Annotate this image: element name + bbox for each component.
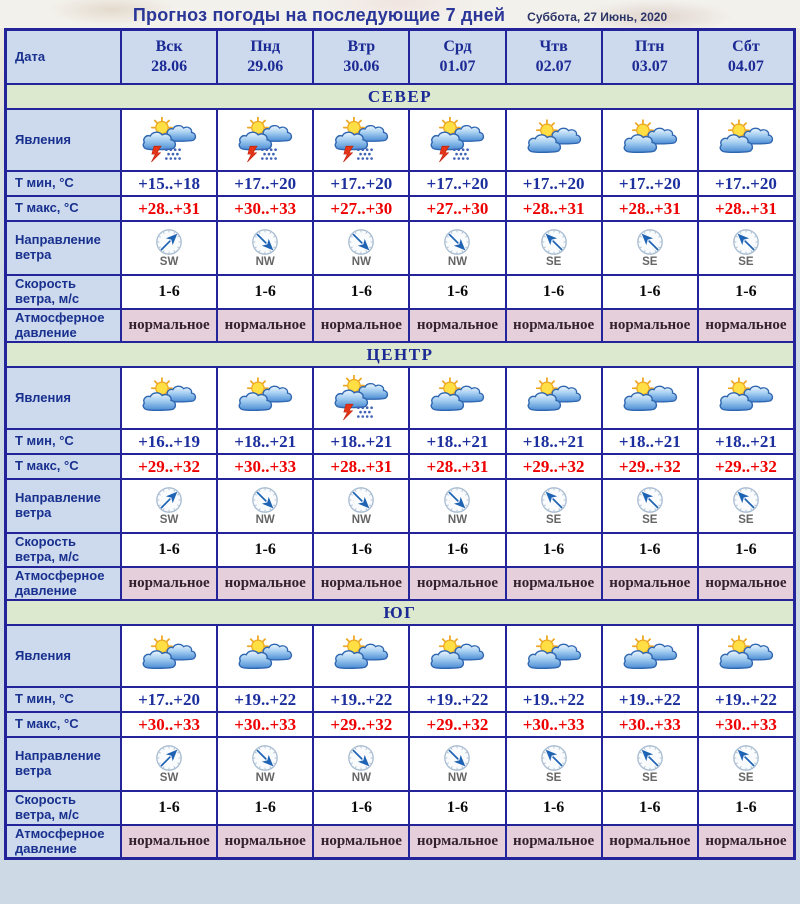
wind-direction-cell <box>697 738 793 790</box>
thunderstorm-icon <box>235 117 295 163</box>
wind-speed-value: 1-6 <box>120 534 216 566</box>
weather-cell <box>120 110 216 170</box>
day-header <box>408 31 504 83</box>
day-date: 30.06 <box>343 58 380 75</box>
wind-speed-value: 1-6 <box>601 792 697 824</box>
partly-cloudy-icon <box>524 117 584 163</box>
weather-cell <box>216 110 312 170</box>
temp-min-value: +18..+21 <box>601 430 697 453</box>
pressure-value: нормальное <box>120 310 216 341</box>
partly-cloudy-icon <box>235 375 295 421</box>
wind-speed-value: 1-6 <box>408 792 504 824</box>
wind-direction-value: SW <box>159 772 179 785</box>
temp-min-value: +17..+20 <box>408 172 504 195</box>
pressure-value: нормальное <box>120 568 216 599</box>
thunderstorm-icon <box>331 117 391 163</box>
section-title: СЕВЕР <box>367 86 433 106</box>
wind-direction-value: NW <box>351 772 371 785</box>
day-date: 02.07 <box>535 58 572 75</box>
partly-cloudy-icon <box>139 633 199 679</box>
partly-cloudy-icon <box>716 375 776 421</box>
south-wind-speed-row <box>7 790 793 824</box>
wind-compass-icon <box>154 486 184 514</box>
temp-min-value: +19..+22 <box>505 688 601 711</box>
date-header-row <box>7 31 793 83</box>
row-label-pressure: Атмосферное давление <box>7 826 120 857</box>
wind-speed-value: 1-6 <box>505 276 601 308</box>
wind-direction-cell <box>408 738 504 790</box>
temp-max-value: +27..+30 <box>408 197 504 220</box>
row-label-wind-direction: Направление ветра <box>7 480 120 532</box>
wind-direction-cell <box>120 222 216 274</box>
wind-compass-icon <box>635 486 665 514</box>
wind-direction-cell <box>601 738 697 790</box>
partly-cloudy-icon <box>716 633 776 679</box>
temp-max-value: +30..+33 <box>216 197 312 220</box>
title-bar <box>0 0 800 28</box>
wind-compass-icon <box>539 228 569 256</box>
temp-max-value: +28..+31 <box>312 455 408 478</box>
forecast-table <box>4 28 796 860</box>
temp-min-value: +19..+22 <box>312 688 408 711</box>
section-header-center <box>7 341 793 366</box>
row-label-pressure: Атмосферное давление <box>7 568 120 599</box>
day-header <box>216 31 312 83</box>
day-date: 29.06 <box>247 58 284 75</box>
report-date: Суббота, 27 Июнь, 2020 <box>527 10 668 24</box>
wind-direction-cell <box>120 738 216 790</box>
pressure-value: нормальное <box>312 826 408 857</box>
center-pressure-row <box>7 566 793 599</box>
north-tmin-row <box>7 170 793 195</box>
temp-min-value: +15..+18 <box>120 172 216 195</box>
wind-direction-value: NW <box>255 514 275 527</box>
section-header-south <box>7 599 793 624</box>
weather-cell <box>505 626 601 686</box>
thunderstorm-icon <box>427 117 487 163</box>
pressure-value: нормальное <box>312 568 408 599</box>
day-header <box>697 31 793 83</box>
temp-min-value: +18..+21 <box>216 430 312 453</box>
wind-speed-value: 1-6 <box>408 276 504 308</box>
wind-direction-cell <box>312 738 408 790</box>
row-label-tmin: Т мин, °С <box>7 172 120 195</box>
partly-cloudy-icon <box>620 375 680 421</box>
wind-speed-value: 1-6 <box>216 792 312 824</box>
wind-speed-value: 1-6 <box>312 792 408 824</box>
temp-max-value: +28..+31 <box>120 197 216 220</box>
pressure-value: нормальное <box>697 310 793 341</box>
wind-direction-value: NW <box>447 514 468 527</box>
wind-direction-value: SE <box>738 514 754 527</box>
weather-cell <box>312 110 408 170</box>
pressure-value: нормальное <box>408 310 504 341</box>
wind-speed-value: 1-6 <box>120 276 216 308</box>
center-wind-direction-row <box>7 478 793 532</box>
weather-cell <box>312 368 408 428</box>
partly-cloudy-icon <box>235 633 295 679</box>
wind-direction-value: SW <box>159 514 179 527</box>
wind-direction-value: SE <box>642 256 658 269</box>
weather-cell <box>697 368 793 428</box>
wind-direction-value: SE <box>545 772 562 785</box>
row-label-wind-speed: Скорость ветра, м/с <box>7 276 120 308</box>
south-tmin-row <box>7 686 793 711</box>
south-wind-direction-row <box>7 736 793 790</box>
wind-direction-value: NW <box>447 256 468 269</box>
partly-cloudy-icon <box>139 375 199 421</box>
wind-compass-icon <box>635 228 665 256</box>
wind-speed-value: 1-6 <box>697 276 793 308</box>
day-header <box>312 31 408 83</box>
section-title: ЮГ <box>383 602 417 622</box>
wind-direction-cell <box>216 480 312 532</box>
wind-direction-cell <box>505 222 601 274</box>
north-pressure-row <box>7 308 793 341</box>
temp-max-value: +30..+33 <box>697 713 793 736</box>
wind-speed-value: 1-6 <box>216 276 312 308</box>
pressure-value: нормальное <box>408 568 504 599</box>
wind-compass-icon <box>442 744 472 772</box>
pressure-value: нормальное <box>216 826 312 857</box>
temp-max-value: +29..+32 <box>120 455 216 478</box>
partly-cloudy-icon <box>331 633 391 679</box>
weather-cell <box>601 110 697 170</box>
wind-speed-value: 1-6 <box>697 534 793 566</box>
wind-compass-icon <box>731 228 761 256</box>
wind-compass-icon <box>346 744 376 772</box>
weather-cell <box>697 110 793 170</box>
wind-direction-cell <box>601 480 697 532</box>
partly-cloudy-icon <box>524 375 584 421</box>
pressure-value: нормальное <box>697 568 793 599</box>
row-label-phenomena: Явления <box>7 626 120 686</box>
wind-speed-value: 1-6 <box>697 792 793 824</box>
temp-min-value: +18..+21 <box>408 430 504 453</box>
center-tmax-row <box>7 453 793 478</box>
temp-max-value: +29..+32 <box>408 713 504 736</box>
wind-compass-icon <box>346 486 376 514</box>
row-label-tmax: Т макс, °С <box>7 197 120 220</box>
wind-compass-icon <box>154 744 184 772</box>
temp-min-value: +17..+20 <box>505 172 601 195</box>
south-pressure-row <box>7 824 793 857</box>
temp-max-value: +28..+31 <box>697 197 793 220</box>
wind-speed-value: 1-6 <box>312 276 408 308</box>
pressure-value: нормальное <box>120 826 216 857</box>
wind-direction-value: NW <box>447 772 468 785</box>
temp-min-value: +17..+20 <box>697 172 793 195</box>
partly-cloudy-icon <box>427 375 487 421</box>
temp-max-value: +29..+32 <box>312 713 408 736</box>
pressure-value: нормальное <box>601 310 697 341</box>
pressure-value: нормальное <box>601 826 697 857</box>
wind-direction-value: SE <box>738 772 754 785</box>
temp-max-value: +28..+31 <box>601 197 697 220</box>
wind-speed-value: 1-6 <box>601 276 697 308</box>
center-phenomena-row <box>7 366 793 428</box>
temp-min-value: +19..+22 <box>408 688 504 711</box>
wind-direction-value: NW <box>255 772 275 785</box>
temp-max-value: +28..+31 <box>408 455 504 478</box>
page-title: Прогноз погоды на последующие 7 дней <box>132 5 506 25</box>
row-label-phenomena: Явления <box>7 368 120 428</box>
north-tmax-row <box>7 195 793 220</box>
temp-max-value: +30..+33 <box>601 713 697 736</box>
wind-compass-icon <box>250 486 280 514</box>
wind-direction-value: SE <box>738 256 754 269</box>
temp-max-value: +30..+33 <box>120 713 216 736</box>
wind-compass-icon <box>539 486 569 514</box>
temp-min-value: +17..+20 <box>601 172 697 195</box>
temp-min-value: +17..+20 <box>120 688 216 711</box>
pressure-value: нормальное <box>601 568 697 599</box>
wind-speed-value: 1-6 <box>505 534 601 566</box>
wind-compass-icon <box>154 228 184 256</box>
temp-min-value: +19..+22 <box>216 688 312 711</box>
wind-compass-icon <box>250 744 280 772</box>
north-phenomena-row <box>7 108 793 170</box>
wind-direction-cell <box>408 480 504 532</box>
pressure-value: нормальное <box>312 310 408 341</box>
wind-direction-value: SE <box>642 514 658 527</box>
wind-direction-value: SE <box>545 514 562 527</box>
weather-cell <box>216 626 312 686</box>
row-label-wind-direction: Направление ветра <box>7 738 120 790</box>
pressure-value: нормальное <box>505 826 601 857</box>
temp-min-value: +19..+22 <box>601 688 697 711</box>
pressure-value: нормальное <box>505 310 601 341</box>
partly-cloudy-icon <box>427 633 487 679</box>
day-date: 28.06 <box>151 58 188 75</box>
temp-min-value: +18..+21 <box>312 430 408 453</box>
day-name: Срд <box>443 38 472 55</box>
wind-direction-cell <box>505 738 601 790</box>
wind-direction-cell <box>312 222 408 274</box>
temp-max-value: +28..+31 <box>505 197 601 220</box>
wind-direction-value: SW <box>159 256 179 269</box>
day-date: 03.07 <box>631 58 668 75</box>
south-phenomena-row <box>7 624 793 686</box>
row-label-pressure: Атмосферное давление <box>7 310 120 341</box>
date-column-label: Дата <box>7 31 120 83</box>
day-date: 04.07 <box>727 58 764 75</box>
partly-cloudy-icon <box>524 633 584 679</box>
wind-direction-cell <box>697 222 793 274</box>
row-label-tmin: Т мин, °С <box>7 688 120 711</box>
wind-direction-cell <box>697 480 793 532</box>
north-wind-speed-row <box>7 274 793 308</box>
north-wind-direction-row <box>7 220 793 274</box>
temp-min-value: +18..+21 <box>505 430 601 453</box>
wind-direction-cell <box>216 222 312 274</box>
weather-cell <box>312 626 408 686</box>
weather-cell <box>601 368 697 428</box>
temp-max-value: +29..+32 <box>505 455 601 478</box>
weather-cell <box>601 626 697 686</box>
wind-compass-icon <box>731 486 761 514</box>
wind-compass-icon <box>442 486 472 514</box>
temp-min-value: +19..+22 <box>697 688 793 711</box>
thunderstorm-icon <box>139 117 199 163</box>
wind-direction-value: SE <box>642 772 658 785</box>
day-name: Пнд <box>250 38 281 55</box>
wind-speed-value: 1-6 <box>601 534 697 566</box>
wind-compass-icon <box>731 744 761 772</box>
temp-max-value: +30..+33 <box>505 713 601 736</box>
wind-direction-value: NW <box>351 514 371 527</box>
temp-max-value: +27..+30 <box>312 197 408 220</box>
weather-cell <box>697 626 793 686</box>
weather-cell <box>505 110 601 170</box>
row-label-wind-speed: Скорость ветра, м/с <box>7 792 120 824</box>
pressure-value: нормальное <box>216 310 312 341</box>
temp-max-value: +29..+32 <box>601 455 697 478</box>
temp-min-value: +16..+19 <box>120 430 216 453</box>
temp-max-value: +30..+33 <box>216 713 312 736</box>
weather-cell <box>120 626 216 686</box>
wind-direction-cell <box>408 222 504 274</box>
center-wind-speed-row <box>7 532 793 566</box>
weather-cell <box>216 368 312 428</box>
pressure-value: нормальное <box>697 826 793 857</box>
temp-min-value: +18..+21 <box>697 430 793 453</box>
wind-compass-icon <box>635 744 665 772</box>
row-label-tmax: Т макс, °С <box>7 455 120 478</box>
wind-direction-value: NW <box>351 256 371 269</box>
partly-cloudy-icon <box>620 117 680 163</box>
wind-speed-value: 1-6 <box>120 792 216 824</box>
temp-min-value: +17..+20 <box>312 172 408 195</box>
day-header <box>505 31 601 83</box>
section-title: ЦЕНТР <box>366 344 434 364</box>
wind-compass-icon <box>442 228 472 256</box>
weather-cell <box>408 110 504 170</box>
wind-direction-cell <box>216 738 312 790</box>
wind-speed-value: 1-6 <box>505 792 601 824</box>
wind-direction-cell <box>120 480 216 532</box>
pressure-value: нормальное <box>505 568 601 599</box>
row-label-wind-direction: Направление ветра <box>7 222 120 274</box>
row-label-wind-speed: Скорость ветра, м/с <box>7 534 120 566</box>
pressure-value: нормальное <box>216 568 312 599</box>
wind-compass-icon <box>250 228 280 256</box>
row-label-phenomena: Явления <box>7 110 120 170</box>
wind-direction-cell <box>312 480 408 532</box>
day-name: Птн <box>635 38 665 55</box>
weather-cell <box>408 626 504 686</box>
partly-cloudy-icon <box>620 633 680 679</box>
center-tmin-row <box>7 428 793 453</box>
day-name: Вск <box>155 38 183 55</box>
wind-speed-value: 1-6 <box>312 534 408 566</box>
wind-direction-cell <box>505 480 601 532</box>
wind-compass-icon <box>346 228 376 256</box>
wind-speed-value: 1-6 <box>408 534 504 566</box>
row-label-tmax: Т макс, °С <box>7 713 120 736</box>
day-name: Втр <box>347 38 376 55</box>
day-date: 01.07 <box>439 58 476 75</box>
row-label-tmin: Т мин, °С <box>7 430 120 453</box>
wind-direction-cell <box>601 222 697 274</box>
weather-cell <box>120 368 216 428</box>
south-tmax-row <box>7 711 793 736</box>
partly-cloudy-icon <box>716 117 776 163</box>
pressure-value: нормальное <box>408 826 504 857</box>
thunderstorm-icon <box>331 375 391 421</box>
day-name: Чтв <box>539 38 568 55</box>
day-header <box>601 31 697 83</box>
weather-cell <box>408 368 504 428</box>
weather-cell <box>505 368 601 428</box>
wind-direction-value: NW <box>255 256 275 269</box>
temp-max-value: +30..+33 <box>216 455 312 478</box>
temp-max-value: +29..+32 <box>697 455 793 478</box>
section-header-north <box>7 83 793 108</box>
wind-speed-value: 1-6 <box>216 534 312 566</box>
wind-direction-value: SE <box>545 256 562 269</box>
temp-min-value: +17..+20 <box>216 172 312 195</box>
day-name: Сбт <box>732 38 760 55</box>
wind-compass-icon <box>539 744 569 772</box>
day-header <box>120 31 216 83</box>
